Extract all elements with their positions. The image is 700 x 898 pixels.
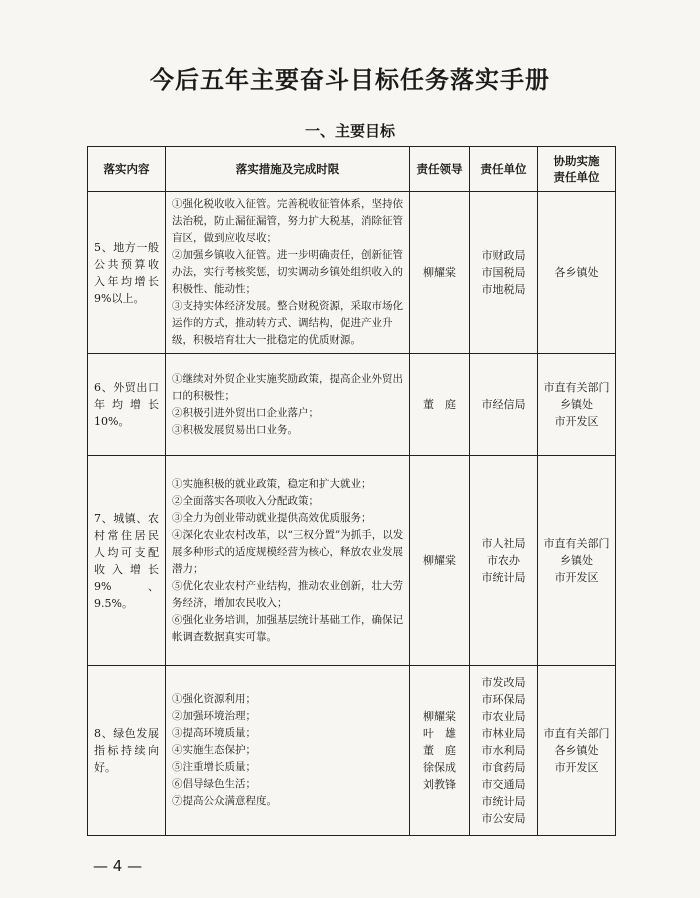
unit-item: 市国税局 bbox=[481, 266, 526, 279]
header-content: 落实内容 bbox=[88, 147, 166, 192]
leader-item: 柳耀棠 bbox=[423, 266, 456, 279]
assist-item: 各乡镇处 bbox=[554, 744, 599, 757]
goal-text: 6、外贸出口年均增长10%。 bbox=[94, 381, 159, 428]
unit-item: 市林业局 bbox=[481, 727, 526, 740]
measure-item: ⑦提高公众满意程度。 bbox=[172, 795, 277, 807]
measure-item: ②加强环境治理； bbox=[172, 710, 256, 722]
assist-item: 市直有关部门 bbox=[543, 727, 610, 740]
unit-item: 市交通局 bbox=[481, 778, 526, 791]
goal-cell bbox=[88, 354, 166, 456]
unit-item: 市统计局 bbox=[481, 795, 526, 808]
leader-item: 柳耀棠 bbox=[423, 554, 456, 567]
measure-item: ②加强乡镇收入征管。进一步明确责任，创新征管办法，实行考核奖惩，切实调动乡镇处组织收入的积极性、能动性； bbox=[172, 249, 403, 295]
measure-item: ⑥强化业务培训，加强基层统计基础工作，确保记帐调查数据真实可靠。 bbox=[172, 613, 403, 643]
measure-item: ⑤优化农业农村产业结构，推动农业创新，壮大劳务经济，增加农民收入； bbox=[172, 579, 403, 609]
measure-item: ①强化税收收入征管。完善税收征管体系，坚持依法治税，防止漏征漏管，努力扩大税基，消除征管盲区，做到应收尽收； bbox=[172, 198, 403, 244]
table-row bbox=[88, 192, 616, 354]
unit-item: 市环保局 bbox=[481, 693, 526, 706]
goal-text: 8、绿色发展指标持续向好。 bbox=[94, 727, 159, 774]
unit-item: 市公安局 bbox=[481, 812, 526, 825]
header-leader: 责任领导 bbox=[410, 147, 470, 192]
measure-item: ①继续对外贸企业实施奖励政策，提高企业外贸出口的积极性； bbox=[172, 372, 403, 402]
measure-item: ③提高环境质量； bbox=[172, 727, 256, 739]
assist-item: 市直有关部门 bbox=[543, 537, 610, 550]
assist-cell bbox=[538, 456, 616, 666]
unit-item: 市农办 bbox=[487, 554, 520, 567]
measure-item: ②全面落实各项收入分配政策； bbox=[172, 494, 319, 507]
table-row bbox=[88, 666, 616, 836]
goal-text: 5、地方一般公共预算收入年均增长9%以上。 bbox=[94, 240, 159, 305]
goal-cell bbox=[88, 456, 166, 666]
page-title: 今后五年主要奋斗目标任务落实手册 bbox=[150, 65, 550, 94]
assist-item: 市直有关部门 bbox=[543, 381, 610, 394]
measure-item: ①实施积极的就业政策，稳定和扩大就业； bbox=[172, 477, 372, 490]
goal-text: 7、城镇、农村常住居民人均可支配收入增长9%、9.5%。 bbox=[94, 511, 159, 610]
leader-item: 董 庭 bbox=[423, 744, 456, 757]
page-number: — 4 — bbox=[93, 857, 143, 875]
unit-cell bbox=[470, 192, 538, 354]
unit-item: 市经信局 bbox=[481, 398, 526, 411]
measure-item: ③积极发展贸易出口业务。 bbox=[172, 423, 298, 436]
leader-item: 叶 雄 bbox=[423, 727, 456, 740]
unit-cell bbox=[470, 456, 538, 666]
header-measures: 落实措施及完成时限 bbox=[166, 147, 410, 192]
measure-item: ③支持实体经济发展。整合财税资源，采取市场化运作的方式，推动转方式、调结构，促进产业升级，积极培育壮大一批稳定的优质财源。 bbox=[172, 300, 403, 346]
unit-item: 市地税局 bbox=[481, 283, 526, 296]
measures-cell bbox=[166, 456, 410, 666]
unit-item: 市财政局 bbox=[481, 249, 526, 262]
assist-cell bbox=[538, 354, 616, 456]
leader-cell bbox=[410, 192, 470, 354]
measure-item: ④深化农业农村改革，以“三权分置”为抓手，以发展多种形式的适度规模经营为核心，释放农业发展潜力； bbox=[172, 528, 404, 575]
measures-cell bbox=[166, 666, 410, 836]
unit-item: 市人社局 bbox=[481, 537, 526, 550]
leader-item: 刘教锋 bbox=[423, 778, 456, 791]
leader-cell bbox=[410, 666, 470, 836]
assist-cell bbox=[538, 192, 616, 354]
table-row bbox=[88, 456, 616, 666]
unit-item: 市农业局 bbox=[481, 710, 526, 723]
table-row bbox=[88, 354, 616, 456]
leader-item: 徐保成 bbox=[423, 761, 456, 774]
measure-item: ⑤注重增长质量； bbox=[172, 761, 256, 773]
unit-cell bbox=[470, 354, 538, 456]
leader-cell bbox=[410, 456, 470, 666]
unit-item: 市发改局 bbox=[481, 676, 526, 689]
measure-item: ②积极引进外贸出口企业落户； bbox=[172, 406, 319, 419]
unit-cell bbox=[470, 666, 538, 836]
assist-item: 市开发区 bbox=[554, 571, 599, 584]
task-table bbox=[87, 146, 616, 836]
table-header-row bbox=[88, 147, 616, 192]
assist-item: 各乡镇处 bbox=[554, 266, 599, 279]
measure-item: ①强化资源利用； bbox=[172, 693, 256, 705]
assist-item: 乡镇处 bbox=[560, 398, 593, 411]
header-assist: 协助实施 责任单位 bbox=[538, 147, 616, 192]
measures-cell bbox=[166, 192, 410, 354]
leader-item: 柳耀棠 bbox=[423, 710, 456, 723]
unit-item: 市水利局 bbox=[481, 744, 526, 757]
goal-cell bbox=[88, 666, 166, 836]
assist-item: 市开发区 bbox=[554, 415, 599, 428]
measure-item: ③全力为创业带动就业提供高效优质服务； bbox=[172, 511, 372, 524]
header-unit: 责任单位 bbox=[470, 147, 538, 192]
unit-item: 市食药局 bbox=[481, 761, 526, 774]
assist-cell bbox=[538, 666, 616, 836]
leader-item: 董 庭 bbox=[423, 398, 456, 411]
unit-item: 市统计局 bbox=[481, 571, 526, 584]
measure-item: ④实施生态保护； bbox=[172, 744, 256, 756]
section-heading: 一、主要目标 bbox=[304, 122, 395, 140]
assist-item: 乡镇处 bbox=[560, 554, 593, 567]
assist-item: 市开发区 bbox=[554, 761, 599, 774]
leader-cell bbox=[410, 354, 470, 456]
goal-cell bbox=[88, 192, 166, 354]
measures-cell bbox=[166, 354, 410, 456]
measure-item: ⑥倡导绿色生活； bbox=[172, 778, 256, 790]
